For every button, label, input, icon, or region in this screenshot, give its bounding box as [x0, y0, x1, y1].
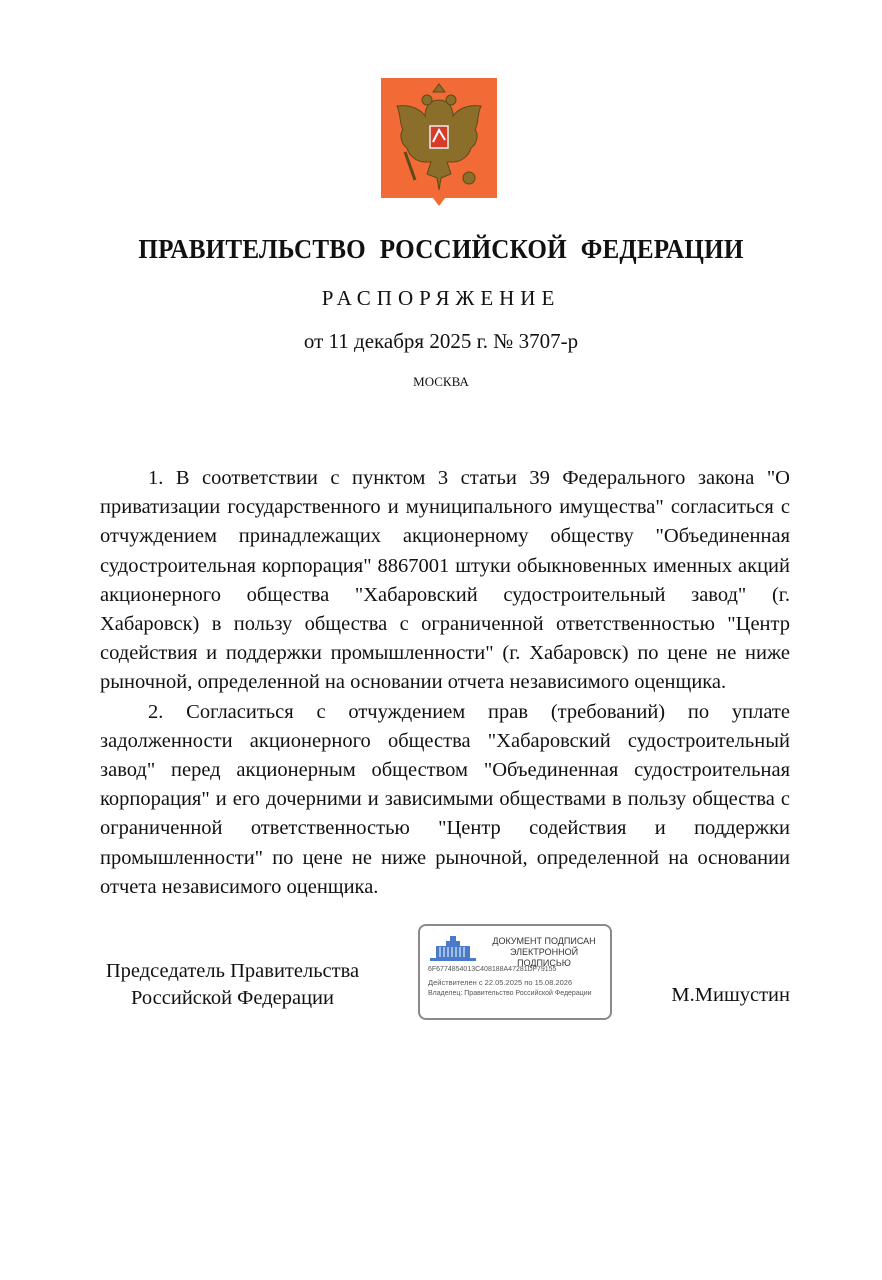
government-building-icon: [430, 934, 476, 962]
position-line-2: Российской Федерации: [131, 987, 334, 1009]
coat-of-arms-icon: [381, 78, 497, 208]
document-type: РАСПОРЯЖЕНИЕ: [321, 286, 561, 310]
document-dateline: от 11 декабря 2025 г. № 3707-р: [303, 329, 579, 353]
signatory-position: [100, 958, 365, 1012]
certificate-validity: Действителен с 22.05.2025 по 15.08.2026: [428, 978, 573, 987]
electronic-signature-stamp: [418, 924, 612, 1020]
paragraph-2: 2. Согласиться с отчуждением прав (требований) по уплате задолженности акционерного общества "Хабаровский судостроительный завод" перед акционерным обществом "Объединенная судостроительная корпорация" и его дочерними и зависимыми обществами в пользу общества с ограниченной ответственностью "Центр содействия и поддержки промышленности" по цене не ниже рыночной, определенной на основании отчета независимого оценщика.: [100, 700, 790, 898]
position-line-1: Председатель Правительства: [105, 960, 360, 982]
document-issuer-title: ПРАВИТЕЛЬСТВО РОССИЙСКОЙ ФЕДЕРАЦИИ: [138, 234, 744, 264]
certificate-number: 6F6774854013C408188A47281DF79155: [428, 966, 557, 973]
document-city: МОСКВА: [413, 374, 469, 389]
stamp-header-line-2: ЭЛЕКТРОННОЙ ПОДПИСЬЮ: [509, 947, 579, 968]
certificate-owner: Владелец: Правительство Российской Федерации: [428, 990, 592, 997]
stamp-header-line-1: ДОКУМЕНТ ПОДПИСАН: [492, 936, 596, 946]
stamp-header: [482, 936, 606, 969]
paragraph-1: 1. В соответствии с пунктом 3 статьи 39 Федерального закона "О приватизации государственного и муниципального имущества" согласиться с отчуждением принадлежащих акционерному обществу "Объединенная судостроительная корпорация" 8867001 штуки обыкновенных именных акций акционерного общества "Хабаровский судостроительный завод" (г. Хабаровск) в пользу общества с ограниченной ответственностью "Центр содействия и поддержки промышленности" (г. Хабаровск) по цене не ниже рыночной, определенной на основании отчета независимого оценщика.: [100, 467, 790, 694]
signatory-name: М.Мишустин: [671, 984, 790, 1006]
document-body: [100, 464, 790, 902]
